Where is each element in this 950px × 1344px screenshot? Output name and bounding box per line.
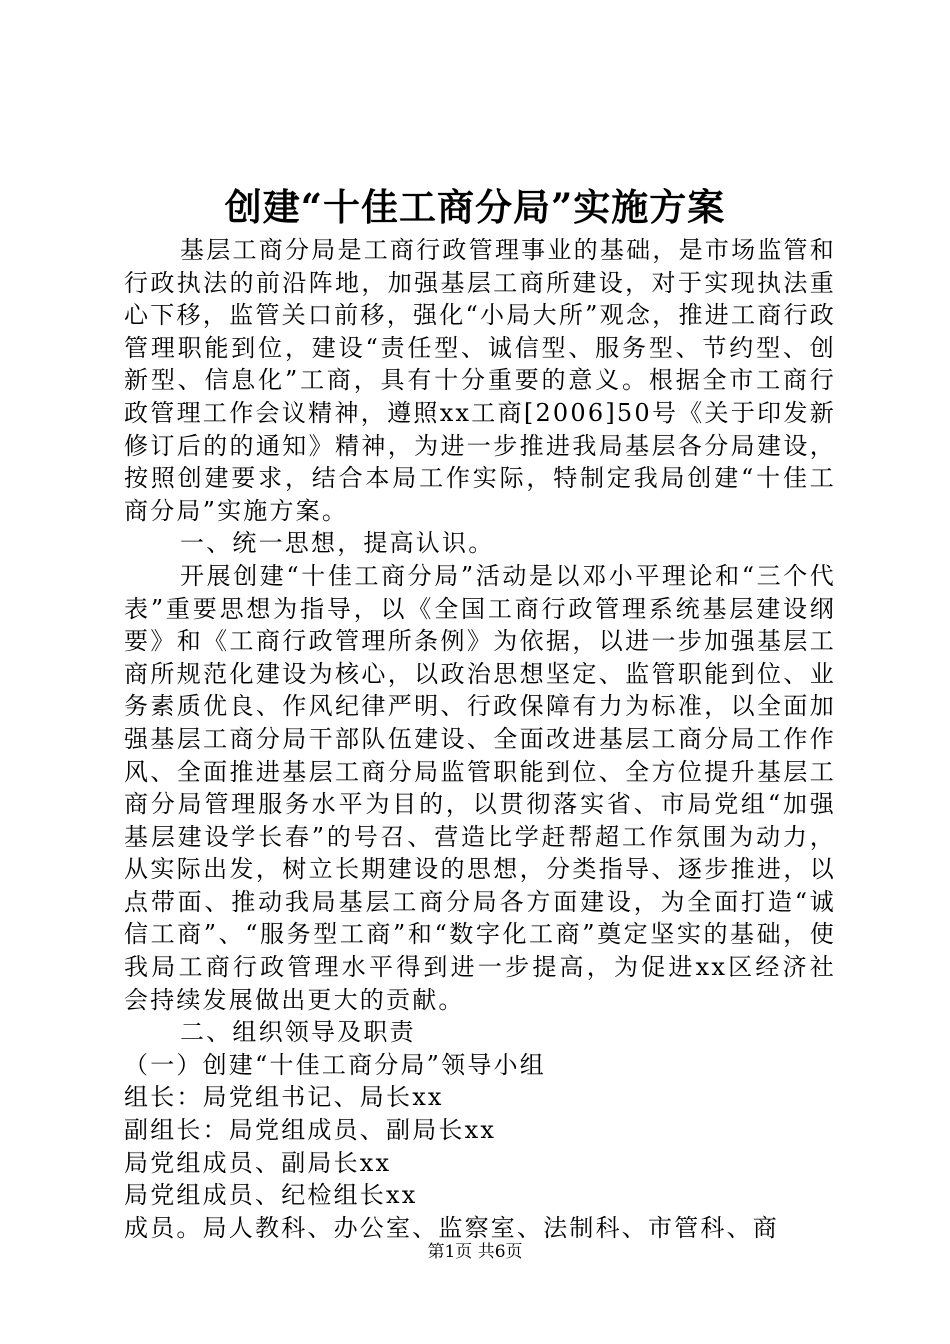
section-heading-1: 一、统一思想，提高认识。: [180, 529, 495, 558]
team-leader-line: 组长：局党组书记、局长xx: [124, 1083, 444, 1112]
document-body: [124, 234, 836, 1244]
deputy-member-line-1: 局党组成员、副局长xx: [124, 1148, 392, 1177]
members-line: 成员。局人教科、办公室、监察室、法制科、市管科、商: [124, 1213, 779, 1242]
subsection-heading-1: （一）创建“十佳工商分局”领导小组: [124, 1050, 546, 1079]
section-heading-2: 二、组织领导及职责: [180, 1018, 416, 1047]
deputy-member-line-2: 局党组成员、纪检组长xx: [124, 1181, 418, 1210]
section-1-paragraph: 开展创建“十佳工商分局”活动是以邓小平理论和“三个代表”重要思想为指导，以《全国工商行政管理系统基层建设纲要》和《工商行政管理所条例》为依据，以进一步加强基层工商所规范化建设为核心，以政治思想坚定、监管职能到位、业务素质优良、作风纪律严明、行政保障有力为标准，以全面加强基层工商分局干部队伍建设、全面改进基层工商分局工作作风、全面推进基层工商分局监管职能到位、全方位提升基层工商分局管理服务水平为目的，以贯彻落实省、市局党组“加强基层建设学长春”的号召、营造比学赶帮超工作氛围为动力，从实际出发，树立长期建设的思想，分类指导、逐步推进，以点带面、推动我局基层工商分局各方面建设，为全面打造“诚信工商”、“服务型工商”和“数字化工商”奠定坚实的基础，使我局工商行政管理水平得到进一步提高，为促进xx区经济社会持续发展做出更大的贡献。: [124, 561, 836, 1014]
intro-paragraph: 基层工商分局是工商行政管理事业的基础，是市场监管和行政执法的前沿阵地，加强基层工商所建设，对于实现执法重心下移，监管关口前移，强化“小局大所”观念，推进工商行政管理职能到位，建设“责任型、诚信型、服务型、节约型、创新型、信息化”工商，具有十分重要的意义。根据全市工商行政管理工作会议精神，遵照xx工商[2006]50号《关于印发新修订后的的通知》精神，为进一步推进我局基层各分局建设，按照创建要求，结合本局工作实际，特制定我局创建“十佳工商分局”实施方案。: [124, 236, 836, 525]
deputy-leader-line: 副组长：局党组成员、副局长xx: [124, 1116, 497, 1145]
page-footer: 第1页 共6页: [427, 1242, 523, 1262]
document-title: 创建“十佳工商分局”实施方案: [224, 185, 726, 229]
